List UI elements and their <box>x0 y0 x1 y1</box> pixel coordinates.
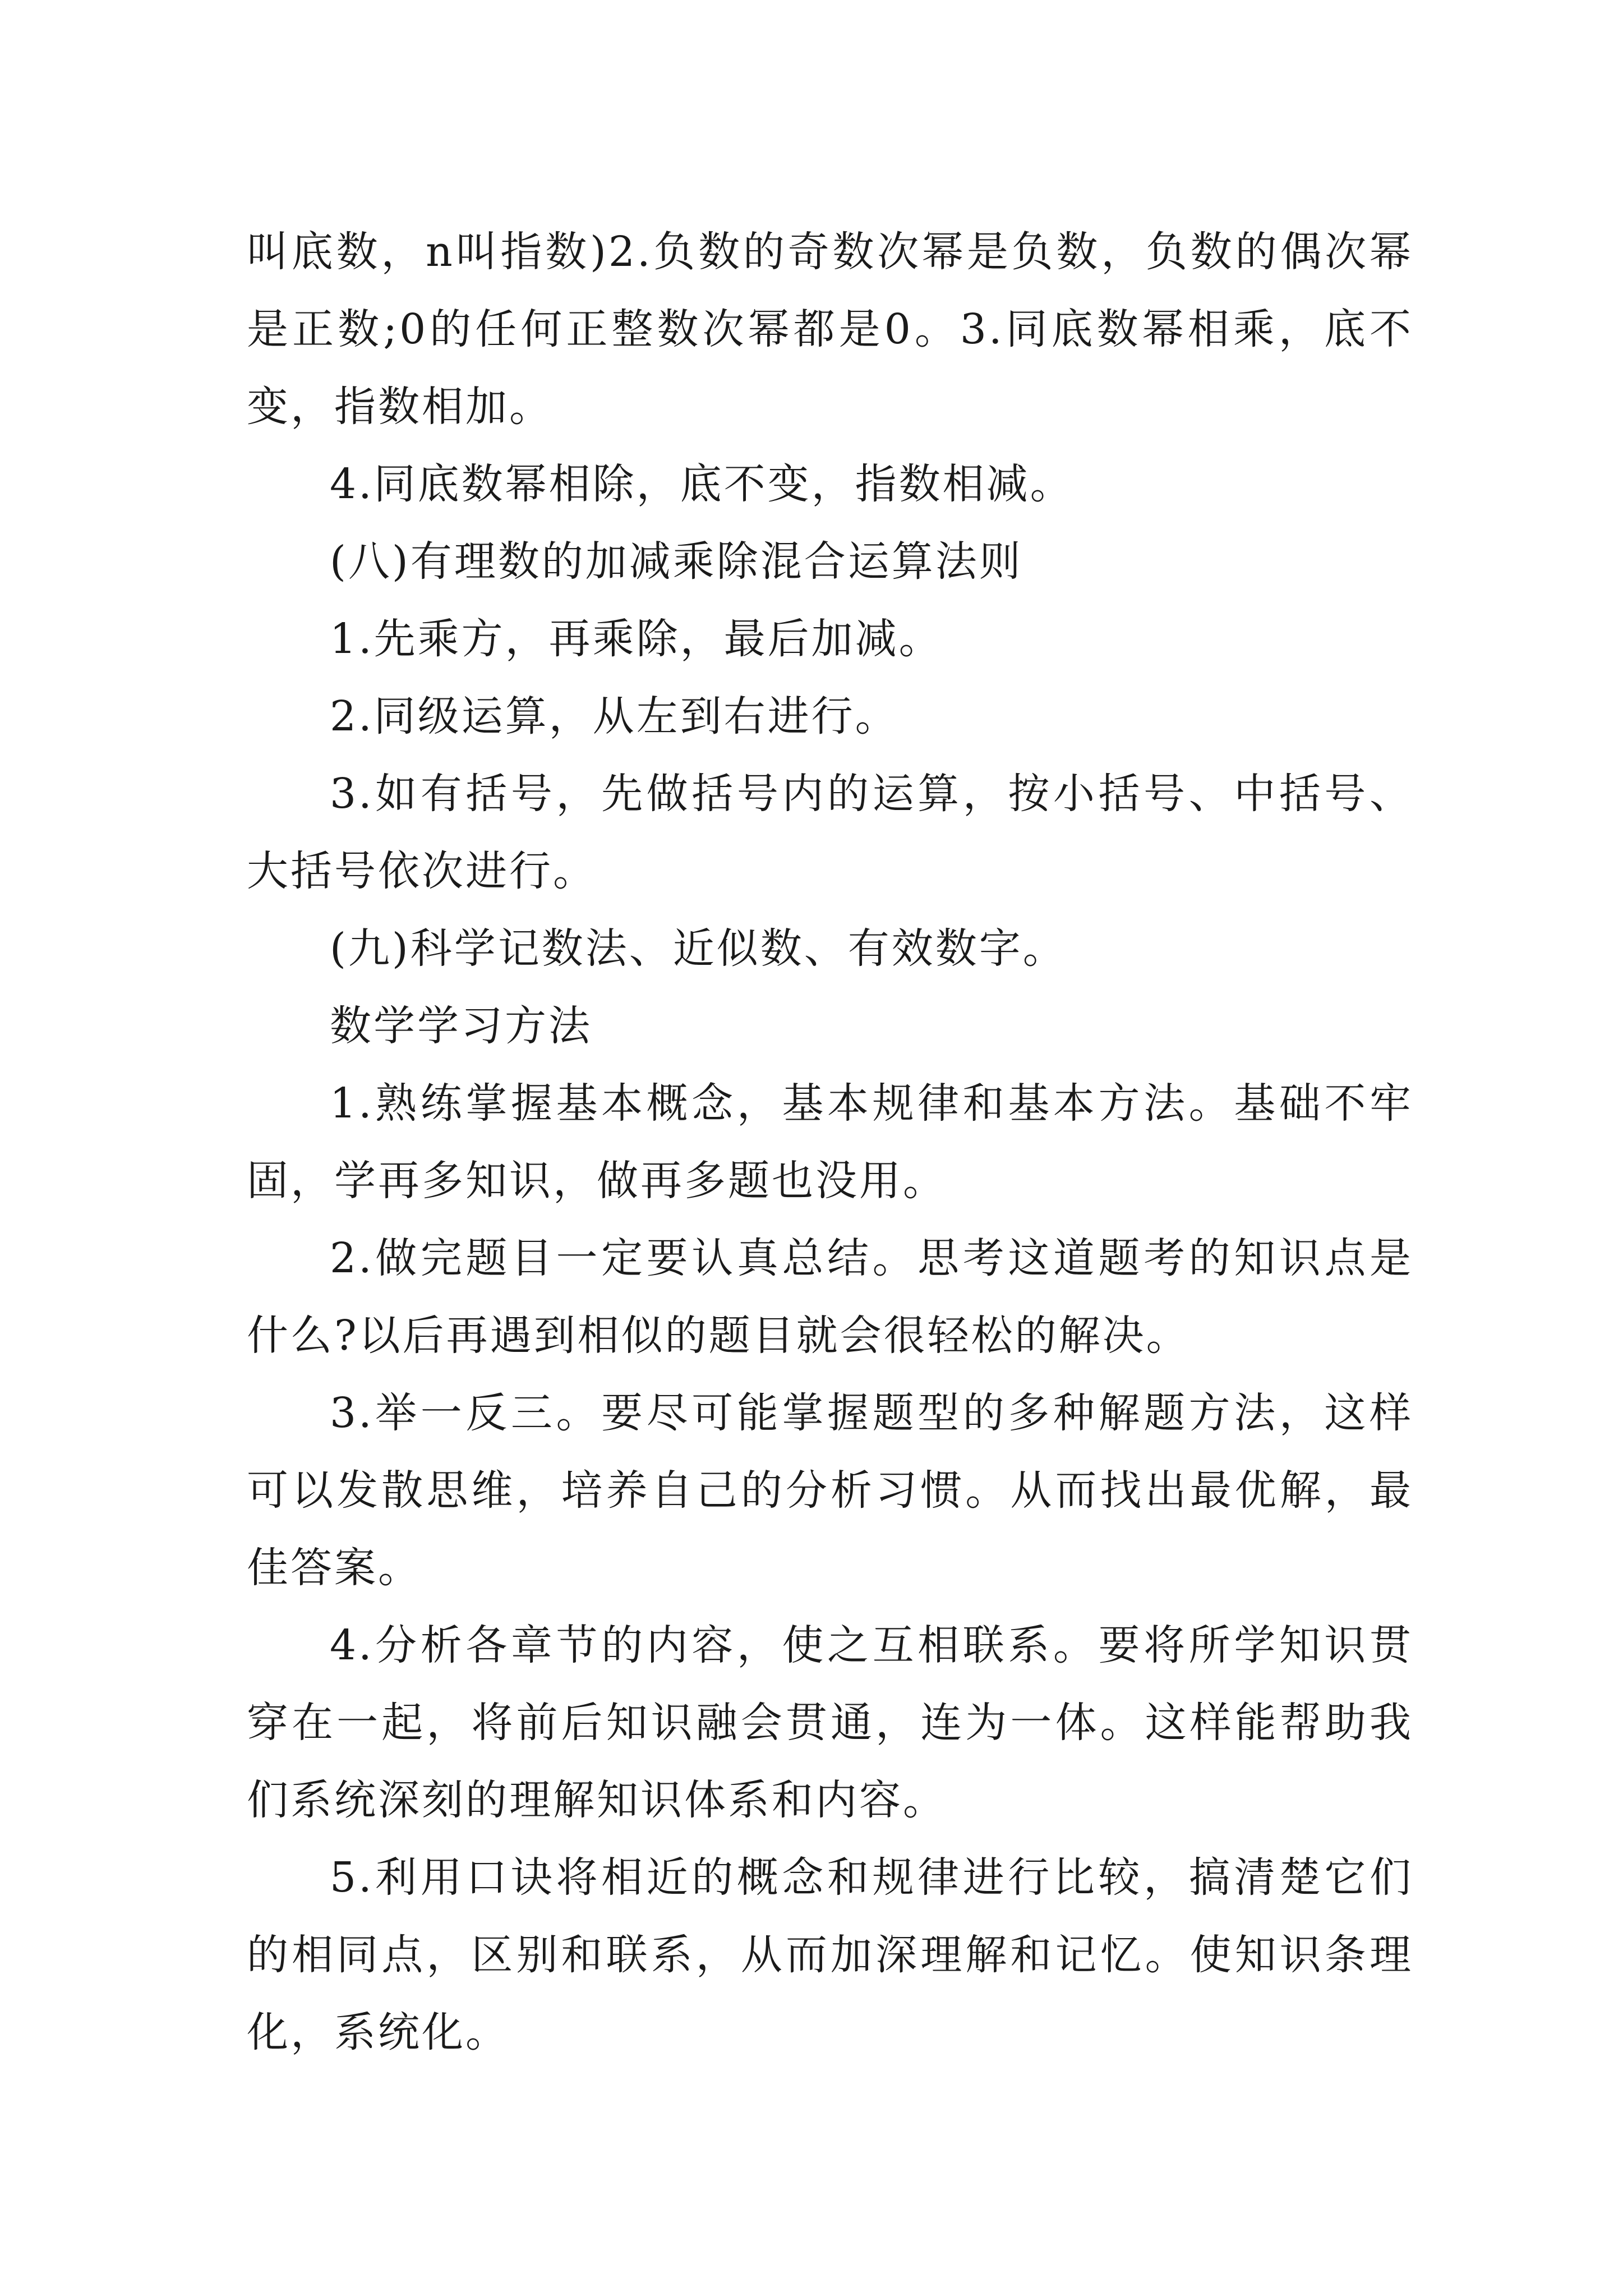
section-heading-mixed-operations: (八)有理数的加减乘除混合运算法则 <box>330 537 1023 586</box>
paragraph-method-4: 4.分析各章节的内容，使之互相联系。要将所学知识贯穿在一起，将前后知识融会贯通，连为一体。这样能帮助我们系统深刻的理解知识体系和内容。 <box>247 1621 1413 1824</box>
paragraph-method-3: 3.举一反三。要尽可能掌握题型的多种解题方法，这样可以发散思维，培养自己的分析习惯。从而找出最优解，最佳答案。 <box>247 1389 1413 1592</box>
section-heading-study-methods: 数学学习方法 <box>330 1002 592 1050</box>
paragraph-method-5: 5.利用口诀将相近的概念和规律进行比较，搞清楚它们的相同点，区别和联系，从而加深理解和记忆。使知识条理化，系统化。 <box>247 1853 1413 2056</box>
paragraph-rule-4: 4.同底数幂相除，底不变，指数相减。 <box>330 460 1074 508</box>
section-heading-scientific-notation: (九)科学记数法、近似数、有效数字。 <box>330 924 1067 973</box>
paragraph-order-rule-2: 2.同级运算，从左到右进行。 <box>330 692 899 740</box>
paragraph-continued-exponent-rules: 叫底数，n叫指数)2.负数的奇数次幂是负数，负数的偶次幂是正数;0的任何正整数次幂都是0。3.同底数幂相乘，底不变，指数相加。 <box>247 228 1413 431</box>
paragraph-order-rule-3: 3.如有括号，先做括号内的运算，按小括号、中括号、大括号依次进行。 <box>247 770 1413 895</box>
paragraph-order-rule-1: 1.先乘方，再乘除，最后加减。 <box>330 615 943 663</box>
paragraph-method-1: 1.熟练掌握基本概念，基本规律和基本方法。基础不牢固，学再多知识，做再多题也没用。 <box>247 1079 1413 1205</box>
document-body <box>247 213 1413 2071</box>
paragraph-method-2: 2.做完题目一定要认真总结。思考这道题考的知识点是什么?以后再遇到相似的题目就会很轻松的解决。 <box>247 1234 1413 1360</box>
